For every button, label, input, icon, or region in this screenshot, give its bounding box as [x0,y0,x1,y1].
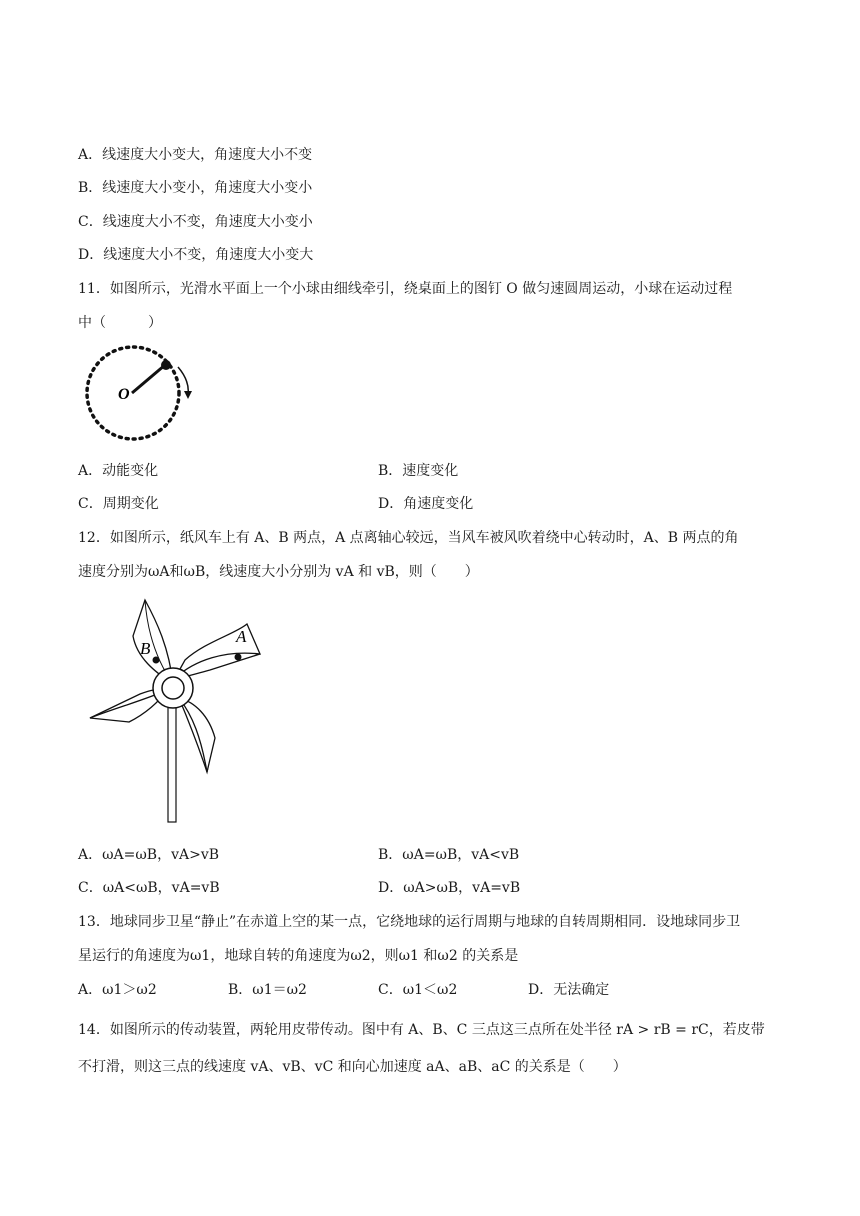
q12-pinwheel-figure [85,598,275,828]
q10-option-b: B．线速度大小变小，角速度大小变小 [78,180,313,196]
pin-o-label: O [118,386,130,403]
q11-option-d: D．角速度变化 [378,496,474,512]
string-line [132,365,165,393]
q11-circular-motion-figure [80,345,200,445]
q13-option-b: B．ω1＝ω2 [228,982,307,998]
q14-stem-line2: 不打滑，则这三点的线速度 vA、vB、vC 和向心加速度 aA、aB、aC 的关系是（ ） [78,1059,627,1075]
q11-stem-line1: 11．如图所示，光滑水平面上一个小球由细线牵引，绕桌面上的图钉 O 做匀速圆周运动，小球在运动过程 [78,281,733,297]
q13-option-c: C．ω1＜ω2 [378,982,458,998]
q13-stem-line2: 星运行的角速度为ω1，地球自转的角速度为ω2，则ω1 和ω2 的关系是 [78,948,519,964]
point-a-dot [235,654,242,661]
q12-stem-line2: 速度分别为ωA和ωB，线速度大小分别为 vA 和 vB，则（ ） [78,564,479,580]
q12-option-a: A．ωA=ωB，vA>vB [78,847,220,863]
q12-option-b: B．ωA=ωB，vA<vB [378,847,520,863]
q10-option-a: A．线速度大小变大，角速度大小不变 [78,147,313,163]
pinwheel-hub-inner [162,677,184,699]
q11-option-a: A．动能变化 [78,463,159,479]
q13-stem-line1: 13．地球同步卫星“静止”在赤道上空的某一点，它绕地球的运行周期与地球的自转周期相同．设地球同步卫 [78,914,741,930]
q11-option-b: B．速度变化 [378,463,459,479]
point-b-label: B [140,639,151,658]
q11-option-c: C．周期变化 [78,496,159,512]
pinwheel-stick [168,698,176,822]
q10-option-c: C．线速度大小不变，角速度大小变小 [78,214,313,230]
q12-option-d: D．ωA>ωB，vA=vB [378,880,521,896]
q13-option-d: D．无法确定 [528,982,610,998]
ball [161,360,171,370]
q11-stem-line2: 中（ ） [78,315,162,331]
q12-stem-line1: 12．如图所示，纸风车上有 A、B 两点，A 点离轴心较远，当风车被风吹着绕中心转动时，A、B 两点的角 [78,530,739,546]
q13-option-a: A．ω1＞ω2 [78,982,157,998]
point-a-label: A [236,627,247,646]
q12-option-c: C．ωA<ωB，vA=vB [78,880,220,896]
q14-stem-line1: 14．如图所示的传动装置，两轮用皮带传动。图中有 A、B、C 三点这三点所在处半径 rA > rB = rC，若皮带 [78,1022,765,1038]
q10-option-d: D．线速度大小不变，角速度大小变大 [78,247,314,263]
point-b-dot [153,657,160,664]
